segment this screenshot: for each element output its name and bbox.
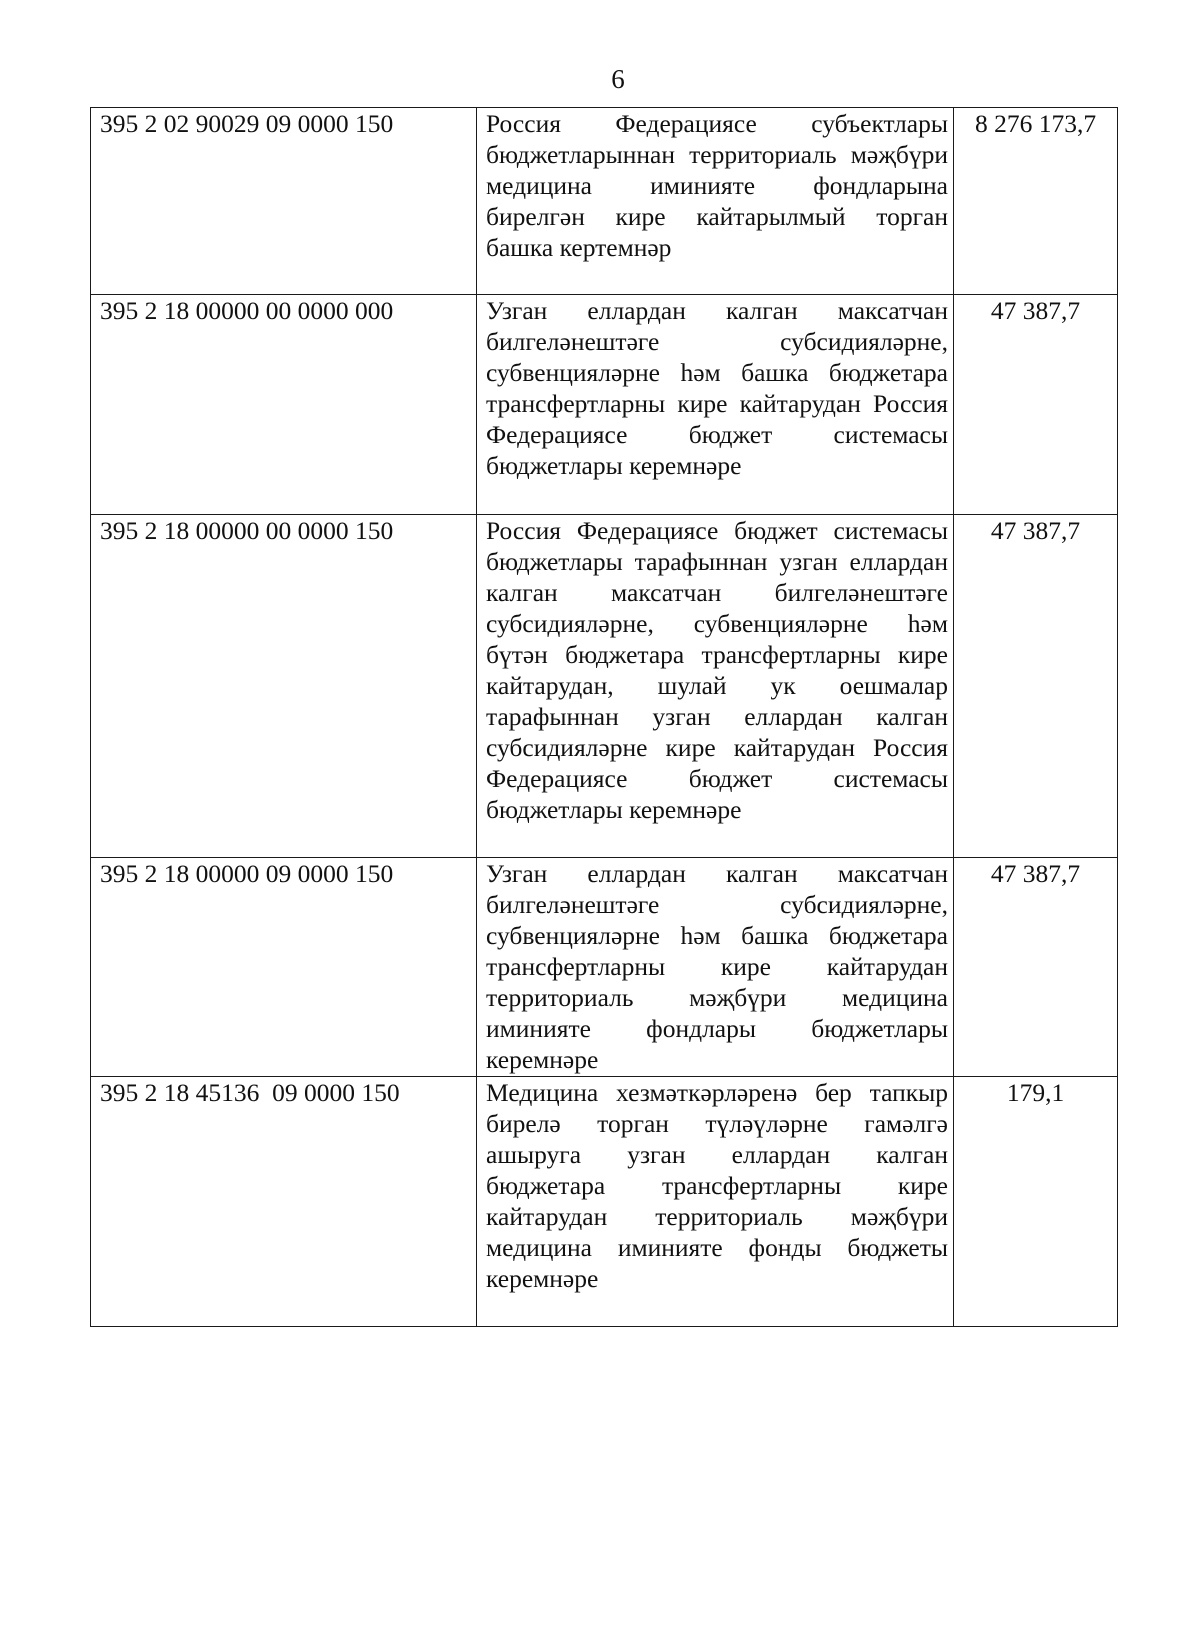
amount-value: 47 387,7 [954, 515, 1118, 858]
amount-value: 47 387,7 [954, 858, 1118, 1077]
budget-classification-code: 395 2 18 45136 09 0000 150 [91, 1077, 477, 1327]
revenue-description: Россия Федерациясе субъектлары бюджетларыннан территориаль мәҗбүри медицина иминияте фондларына бирелгән кире кайтарылмый торган башка кертемнәр [477, 108, 954, 295]
page-number: 6 [611, 64, 625, 94]
revenue-description: Узган еллардан калган максатчан билгеләнештәге субсидияләрне, субвенцияләрне һәм башка бюджетара трансфертларны кире кайтарудан Россия Федерациясе бюджет системасы бюджетлары керемнәре [477, 295, 954, 515]
amount-value: 47 387,7 [954, 295, 1118, 515]
revenue-description: Россия Федерациясе бюджет системасы бюджетлары тарафыннан узган еллардан калган максатчан билгеләнештәге субсидияләрне, субвенцияләрне һәм бүтән бюджетара трансфертларны кире кайтарудан, шулай ук оешмалар тарафыннан узган еллардан калган субсидияләрне кире кайтарудан Россия Федерациясе бюджет системасы бюджетлары керемнәре [477, 515, 954, 858]
table-row [91, 1077, 1118, 1327]
amount-value: 8 276 173,7 [954, 108, 1118, 295]
budget-revenue-table [90, 107, 1118, 1327]
revenue-description: Медицина хезмәткәрләренә бер тапкыр бирелә торган түләүләрне гамәлгә ашыруга узган еллардан калган бюджетара трансфертларны кире кайтарудан территориаль мәҗбүри медицина иминияте фонды бюджеты керемнәре [477, 1077, 954, 1327]
table-row [91, 108, 1118, 295]
revenue-description: Узган еллардан калган максатчан билгеләнештәге субсидияләрне, субвенцияләрне һәм башка бюджетара трансфертларны кире кайтарудан территориаль мәҗбүри медицина иминияте фондлары бюджетлары керемнәре [477, 858, 954, 1077]
budget-classification-code: 395 2 18 00000 00 0000 150 [91, 515, 477, 858]
table-row [91, 858, 1118, 1077]
budget-classification-code: 395 2 02 90029 09 0000 150 [91, 108, 477, 295]
table-row [91, 295, 1118, 515]
budget-classification-code: 395 2 18 00000 00 0000 000 [91, 295, 477, 515]
budget-classification-code: 395 2 18 00000 09 0000 150 [91, 858, 477, 1077]
table-row [91, 515, 1118, 858]
amount-value: 179,1 [954, 1077, 1118, 1327]
